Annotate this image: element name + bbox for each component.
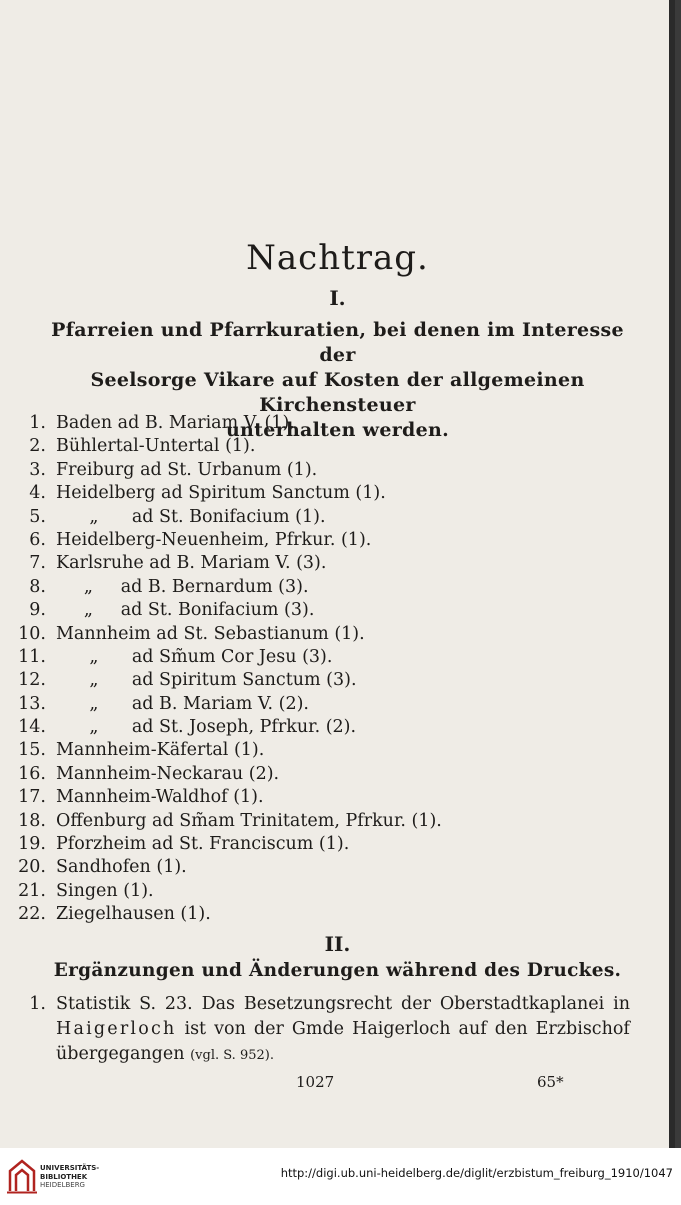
list-item-number: 8.	[29, 576, 46, 597]
word: 23.	[164, 994, 193, 1014]
university-library-logo-icon	[6, 1158, 38, 1194]
list-item-text: „ ad B. Bernardum (3).	[56, 576, 309, 597]
page-number: 1027	[296, 1073, 335, 1091]
scan-edge	[669, 0, 675, 1148]
addendum-line-3	[56, 1042, 630, 1068]
list-item-text: „ ad Spiritum Sanctum (3).	[56, 670, 357, 691]
word: Erzbischof	[535, 1019, 630, 1039]
list-item-text: Heidelberg ad Spiritum Sanctum (1).	[56, 483, 386, 504]
word: Das	[201, 994, 236, 1014]
place-name-spaced: Haigerloch	[56, 1019, 177, 1039]
list-item-number: 17.	[18, 787, 46, 808]
list-item-number: 19.	[18, 834, 46, 855]
page-title: Nachtrag.	[246, 238, 429, 278]
list-item-number: 14.	[18, 717, 46, 738]
list-item-text: „ ad St. Bonifacium (3).	[56, 600, 315, 621]
section-1-heading-line: Seelsorge Vikare auf Kosten der allgemeinen Kirchensteuer	[90, 369, 585, 416]
list-item-text: Mannheim-Käfertal (1).	[56, 740, 265, 761]
library-name-line: UNIVERSITÄTS-	[40, 1164, 100, 1172]
list-item-number: 18.	[18, 810, 46, 831]
word: auf	[458, 1019, 487, 1039]
section-1-heading-line: unterhalten werden.	[225, 419, 450, 441]
section-1-heading-line: Pfarreien und Pfarrkuratien, bei denen im Interesse der	[51, 319, 624, 366]
word: der	[401, 994, 431, 1014]
word: Haigerloch	[352, 1019, 451, 1039]
digitization-footer	[0, 1148, 681, 1205]
addendum-line-3-text: übergegangen	[56, 1044, 185, 1064]
addendum-number: 1.	[29, 994, 46, 1014]
list-item-text: Karlsruhe ad B. Mariam V. (3).	[56, 553, 327, 574]
list-item-text: Ziegelhausen (1).	[56, 904, 211, 925]
list-item-number: 21.	[18, 880, 46, 901]
section-2-heading: Ergänzungen und Änderungen während des Druckes.	[53, 960, 622, 981]
list-item-number: 6.	[29, 529, 46, 550]
list-item-number: 16.	[18, 763, 46, 784]
library-name	[40, 1164, 99, 1190]
word: Oberstadtkaplanei	[439, 994, 605, 1014]
list-item-text: Freiburg ad St. Urbanum (1).	[56, 459, 318, 480]
section-1-numeral: I.	[329, 286, 346, 310]
list-item-number: 12.	[18, 670, 46, 691]
list-item-number: 11.	[18, 646, 46, 667]
word: ist	[184, 1019, 207, 1039]
list-item-number: 20.	[18, 857, 46, 878]
word: von	[214, 1019, 246, 1039]
addendum-line-1	[56, 992, 630, 1017]
list-item-text: Sandhofen (1).	[56, 857, 187, 878]
section-2-numeral: II.	[324, 932, 351, 956]
word: Gmde	[291, 1019, 345, 1039]
permalink-url[interactable]: http://digi.ub.uni-heidelberg.de/diglit/erzbistum_freiburg_1910/1047	[280, 1166, 673, 1180]
list-item-number: 13.	[18, 693, 46, 714]
list-item-text: Mannheim-Waldhof (1).	[56, 787, 264, 808]
list-item-number: 2.	[29, 436, 46, 457]
list-item-number: 7.	[29, 553, 46, 574]
list-item-text: „ ad St. Joseph, Pfrkur. (2).	[56, 717, 357, 738]
list-item-number: 1.	[29, 413, 46, 433]
list-item-number: 15.	[18, 740, 46, 761]
list-item-text: „ ad B. Mariam V. (2).	[56, 693, 309, 714]
list-item-number: 4.	[29, 483, 46, 504]
list-item-number: 10.	[18, 623, 46, 644]
list-item-text: Pforzheim ad St. Franciscum (1).	[56, 834, 350, 855]
addendum-line-2	[56, 1017, 630, 1042]
addendum-text	[56, 992, 630, 1068]
word: Besetzungsrecht	[243, 994, 393, 1014]
cross-reference-note: (vgl. S. 952).	[190, 1048, 274, 1063]
list-item-text: Mannheim-Neckarau (2).	[56, 763, 280, 784]
list-item-number: 9.	[29, 600, 46, 621]
library-name-line: HEIDELBERG	[40, 1181, 85, 1189]
word: der	[253, 1019, 284, 1039]
word: S.	[139, 994, 157, 1014]
signature-mark: 65*	[537, 1073, 564, 1091]
list-item-text: „ ad Sm̃um Cor Jesu (3).	[56, 646, 333, 667]
list-item-text: „ ad St. Bonifacium (1).	[56, 506, 326, 527]
word: den	[494, 1019, 528, 1039]
list-item-text: Bühlertal-Untertal (1).	[56, 436, 256, 457]
word: in	[613, 994, 630, 1014]
list-item-number: 5.	[29, 506, 46, 527]
list-item-number: 22.	[18, 904, 46, 925]
list-item-text: Baden ad B. Mariam V. (1).	[56, 413, 295, 433]
word: Statistik	[56, 994, 131, 1014]
list-item-number: 3.	[29, 459, 46, 480]
list-item-text: Heidelberg-Neuenheim, Pfrkur. (1).	[56, 529, 372, 550]
list-item-text: Singen (1).	[56, 880, 154, 901]
library-name-line: BIBLIOTHEK	[40, 1172, 88, 1181]
list-item-text: Offenburg ad Sm̃am Trinitatem, Pfrkur. (1).	[56, 810, 442, 831]
list-item-text: Mannheim ad St. Sebastianum (1).	[56, 623, 365, 644]
